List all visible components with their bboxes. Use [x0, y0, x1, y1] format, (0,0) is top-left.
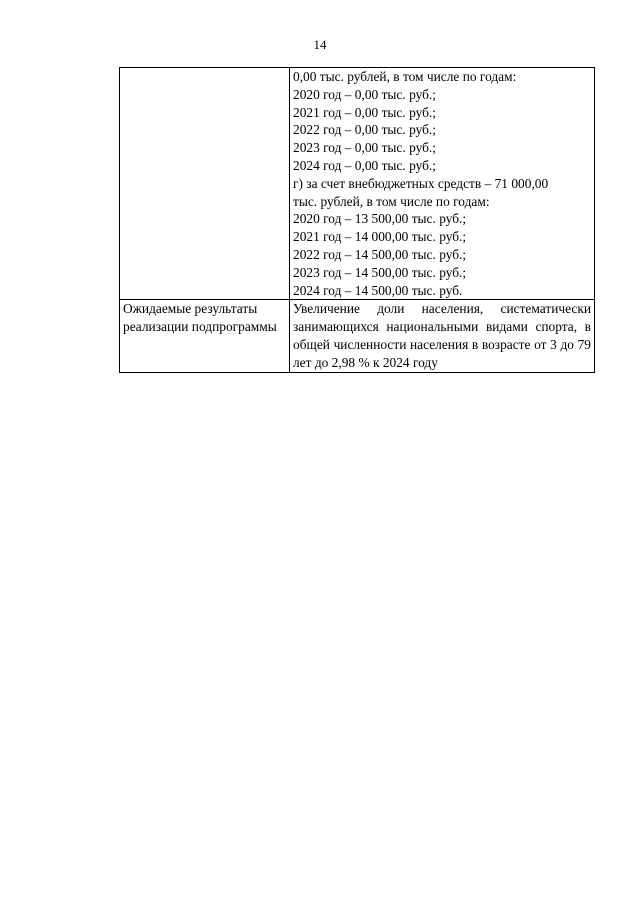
funding-line: 2024 год – 0,00 тыс. руб.; — [293, 157, 436, 173]
funding-line: 2023 год – 14 500,00 тыс. руб.; — [293, 264, 467, 280]
funding-line: 2020 год – 0,00 тыс. руб.; — [293, 86, 436, 102]
table-row — [120, 300, 595, 372]
funding-line: 2024 год – 14 500,00 тыс. руб. — [293, 282, 463, 298]
expected-results-text: Увеличение доли населения, систематически занимающихся национальными видами спорта, в общей численности населения в возрасте от 3 до 79 лет до 2,98 % к 2024 году — [290, 300, 595, 372]
funding-line: 2021 год – 0,00 тыс. руб.; — [293, 104, 436, 120]
funding-line: г) за счет внебюджетных средств – 71 000,00 — [293, 175, 549, 191]
table-cell-funding — [290, 68, 595, 300]
funding-line: 0,00 тыс. рублей, в том числе по годам: — [293, 69, 517, 84]
funding-line: тыс. рублей, в том числе по годам: — [293, 193, 490, 209]
funding-line: 2021 год – 14 000,00 тыс. руб.; — [293, 229, 467, 245]
funding-line: 2022 год – 14 500,00 тыс. руб.; — [293, 246, 467, 262]
table-row — [120, 68, 595, 300]
expected-results-label: Ожидаемые результаты реализации подпрограммы — [120, 300, 290, 372]
table-cell-label — [120, 68, 290, 300]
funding-line: 2022 год – 0,00 тыс. руб.; — [293, 122, 436, 138]
page-number: 14 — [313, 37, 327, 52]
funding-line: 2020 год – 13 500,00 тыс. руб.; — [293, 211, 467, 227]
subprogram-passport-table — [119, 67, 595, 373]
funding-line: 2023 год – 0,00 тыс. руб.; — [293, 140, 436, 156]
